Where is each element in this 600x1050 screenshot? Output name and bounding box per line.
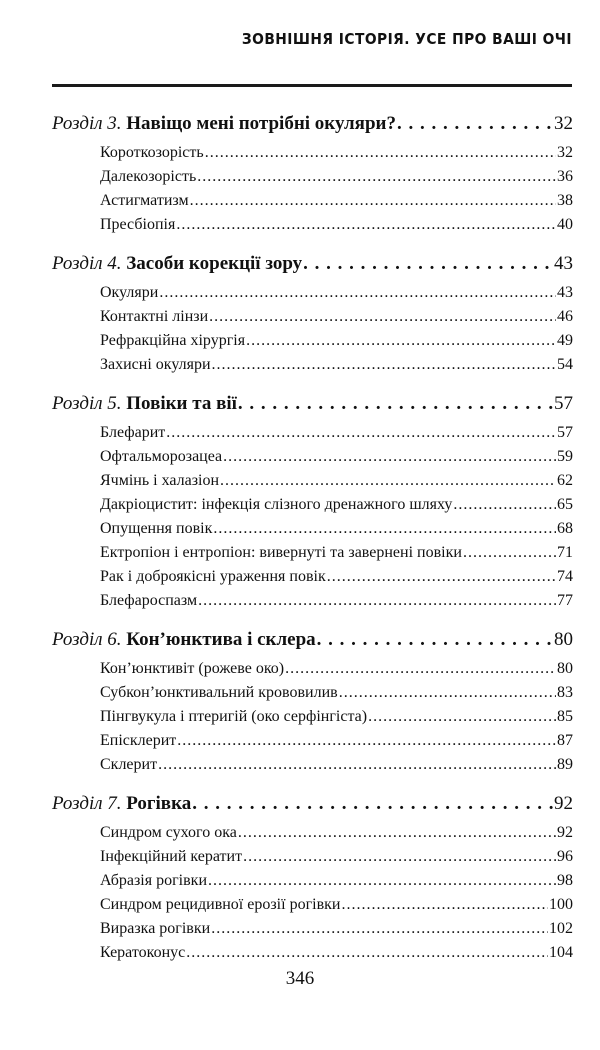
- toc-entry[interactable]: [52, 869, 573, 893]
- toc-entry[interactable]: [52, 541, 573, 565]
- entry-page-number: 104: [549, 944, 573, 961]
- entry-page-number: 57: [557, 424, 573, 441]
- entry-title: Інфекційний кератит: [100, 848, 243, 865]
- dot-leader: [463, 541, 556, 565]
- running-head: ЗОВНІШНЯ ІСТОРІЯ. УСЕ ПРО ВАШІ ОЧІ: [241, 30, 572, 48]
- chapter-page-number: 92: [554, 793, 573, 814]
- entry-title: Офтальморозацеа: [100, 448, 223, 465]
- entry-title: Контактні лінзи: [100, 308, 209, 325]
- toc-entry[interactable]: [52, 845, 573, 869]
- entry-title: Дакріоцистит: інфекція слізного дренажного шляху: [100, 496, 453, 513]
- entry-title: Рак і доброякісні ураження повік: [100, 568, 326, 585]
- chapter-label: Розділ 6.: [52, 629, 122, 650]
- entry-page-number: 43: [557, 284, 573, 301]
- entry-title: Синдром рецидивної ерозії рогівки: [100, 896, 341, 913]
- chapter-page-number: 32: [554, 113, 573, 134]
- entry-title: Виразка рогівки: [100, 920, 211, 937]
- entry-page-number: 98: [557, 872, 573, 889]
- toc-section-chapter-3: [52, 110, 573, 237]
- entry-page-number: 46: [557, 308, 573, 325]
- dot-leader: [212, 353, 556, 377]
- dot-leader: [205, 141, 556, 165]
- entry-page-number: 83: [557, 684, 573, 701]
- entry-title: Далекозорість: [100, 168, 197, 185]
- dot-leader: [159, 281, 556, 305]
- dot-leader: [166, 421, 556, 445]
- entry-page-number: 89: [557, 756, 573, 773]
- dot-leader: [158, 753, 556, 777]
- toc-entry[interactable]: [52, 893, 573, 917]
- dot-leader: [243, 845, 556, 869]
- toc-entry[interactable]: [52, 705, 573, 729]
- entry-page-number: 74: [557, 568, 573, 585]
- header-rule: [52, 84, 572, 87]
- dot-leader: [208, 869, 556, 893]
- dot-leader: [238, 390, 553, 418]
- entry-page-number: 87: [557, 732, 573, 749]
- entry-title: Захисні окуляри: [100, 356, 211, 373]
- entry-page-number: 62: [557, 472, 573, 489]
- entry-page-number: 100: [549, 896, 573, 913]
- entry-title: Пінгвукула і птеригій (око серфінгіста): [100, 708, 368, 725]
- entry-title: Ячмінь і халазіон: [100, 472, 220, 489]
- dot-leader: [186, 941, 548, 965]
- entry-page-number: 36: [557, 168, 573, 185]
- page-number: 346: [285, 968, 315, 989]
- toc-entry[interactable]: [52, 353, 573, 377]
- entry-page-number: 71: [557, 544, 573, 561]
- dot-leader: [220, 469, 556, 493]
- toc-entry[interactable]: [52, 305, 573, 329]
- entry-title: Кератоконус: [100, 944, 186, 961]
- entry-page-number: 59: [557, 448, 573, 465]
- dot-leader: [246, 329, 556, 353]
- chapter-title: Повіки та вії: [126, 393, 237, 414]
- toc-entry[interactable]: [52, 445, 573, 469]
- entry-page-number: 49: [557, 332, 573, 349]
- entry-title: Ектропіон і ентропіон: вивернуті та завернені повіки: [100, 544, 462, 561]
- dot-leader: [192, 790, 553, 818]
- toc-section-chapter-5: [52, 390, 573, 613]
- entry-page-number: 65: [557, 496, 573, 513]
- entry-page-number: 77: [557, 592, 573, 609]
- entry-page-number: 96: [557, 848, 573, 865]
- dot-leader: [213, 517, 556, 541]
- chapter-heading[interactable]: [52, 790, 573, 818]
- chapter-title: Засоби корекції зору: [126, 253, 303, 274]
- entry-page-number: 54: [557, 356, 573, 373]
- toc-entry[interactable]: [52, 657, 573, 681]
- toc-entry[interactable]: [52, 213, 573, 237]
- chapter-title: Рогівка: [126, 793, 192, 814]
- entry-title: Абразія рогівки: [100, 872, 208, 889]
- dot-leader: [341, 893, 548, 917]
- toc-entry[interactable]: [52, 517, 573, 541]
- entry-title: Опущення повік: [100, 520, 213, 537]
- toc-entry[interactable]: [52, 681, 573, 705]
- toc-entry[interactable]: [52, 493, 573, 517]
- dot-leader: [303, 250, 553, 278]
- toc-entry[interactable]: [52, 141, 573, 165]
- entry-title: Астигматизм: [100, 192, 189, 209]
- toc-section-chapter-6: [52, 626, 573, 777]
- toc-entry[interactable]: [52, 941, 573, 965]
- toc-section-chapter-7: [52, 790, 573, 965]
- dot-leader: [238, 821, 556, 845]
- table-of-contents: [52, 110, 573, 978]
- chapter-page-number: 80: [554, 629, 573, 650]
- entry-title: Епісклерит: [100, 732, 177, 749]
- toc-entry[interactable]: [52, 821, 573, 845]
- entry-page-number: 85: [557, 708, 573, 725]
- entry-title: Окуляри: [100, 284, 159, 301]
- entry-title: Субкон’юнктивальний крововилив: [100, 684, 338, 701]
- entry-title: Блефароспазм: [100, 592, 198, 609]
- entry-page-number: 102: [549, 920, 573, 937]
- chapter-page-number: 43: [554, 253, 573, 274]
- entry-page-number: 38: [557, 192, 573, 209]
- chapter-title: Кон’юнктива і склера: [126, 629, 316, 650]
- dot-leader: [211, 917, 548, 941]
- entry-page-number: 68: [557, 520, 573, 537]
- chapter-heading[interactable]: [52, 390, 573, 418]
- dot-leader: [190, 189, 556, 213]
- dot-leader: [453, 493, 556, 517]
- chapter-label: Розділ 3.: [52, 113, 122, 134]
- toc-entry[interactable]: [52, 329, 573, 353]
- dot-leader: [177, 729, 556, 753]
- entry-title: Склерит: [100, 756, 158, 773]
- chapter-label: Розділ 5.: [52, 393, 122, 414]
- entry-page-number: 40: [557, 216, 573, 233]
- dot-leader: [197, 165, 556, 189]
- chapter-heading[interactable]: [52, 250, 573, 278]
- toc-entry[interactable]: [52, 565, 573, 589]
- toc-entry[interactable]: [52, 421, 573, 445]
- entry-title: Короткозорість: [100, 144, 204, 161]
- chapter-page-number: 57: [554, 393, 573, 414]
- entry-title: Синдром сухого ока: [100, 824, 237, 841]
- toc-entry[interactable]: [52, 753, 573, 777]
- entry-page-number: 92: [557, 824, 573, 841]
- dot-leader: [209, 305, 556, 329]
- dot-leader: [339, 681, 556, 705]
- dot-leader: [397, 110, 553, 138]
- entry-title: Кон’юнктивіт (рожеве око): [100, 660, 285, 677]
- dot-leader: [317, 626, 553, 654]
- chapter-label: Розділ 7.: [52, 793, 122, 814]
- toc-entry[interactable]: [52, 729, 573, 753]
- toc-entry[interactable]: [52, 469, 573, 493]
- chapter-label: Розділ 4.: [52, 253, 122, 274]
- dot-leader: [368, 705, 556, 729]
- toc-entry[interactable]: [52, 189, 573, 213]
- toc-entry[interactable]: [52, 589, 573, 613]
- dot-leader: [223, 445, 556, 469]
- entry-title: Пресбіопія: [100, 216, 176, 233]
- dot-leader: [198, 589, 556, 613]
- entry-page-number: 80: [557, 660, 573, 677]
- toc-entry[interactable]: [52, 917, 573, 941]
- dot-leader: [176, 213, 556, 237]
- chapter-heading[interactable]: [52, 110, 573, 138]
- toc-entry[interactable]: [52, 281, 573, 305]
- dot-leader: [327, 565, 556, 589]
- entry-title: Рефракційна хірургія: [100, 332, 246, 349]
- entry-title: Блефарит: [100, 424, 166, 441]
- toc-section-chapter-4: [52, 250, 573, 377]
- chapter-heading[interactable]: [52, 626, 573, 654]
- toc-entry[interactable]: [52, 165, 573, 189]
- entry-page-number: 32: [557, 144, 573, 161]
- chapter-title: Навіщо мені потрібні окуляри?: [126, 113, 396, 134]
- dot-leader: [285, 657, 556, 681]
